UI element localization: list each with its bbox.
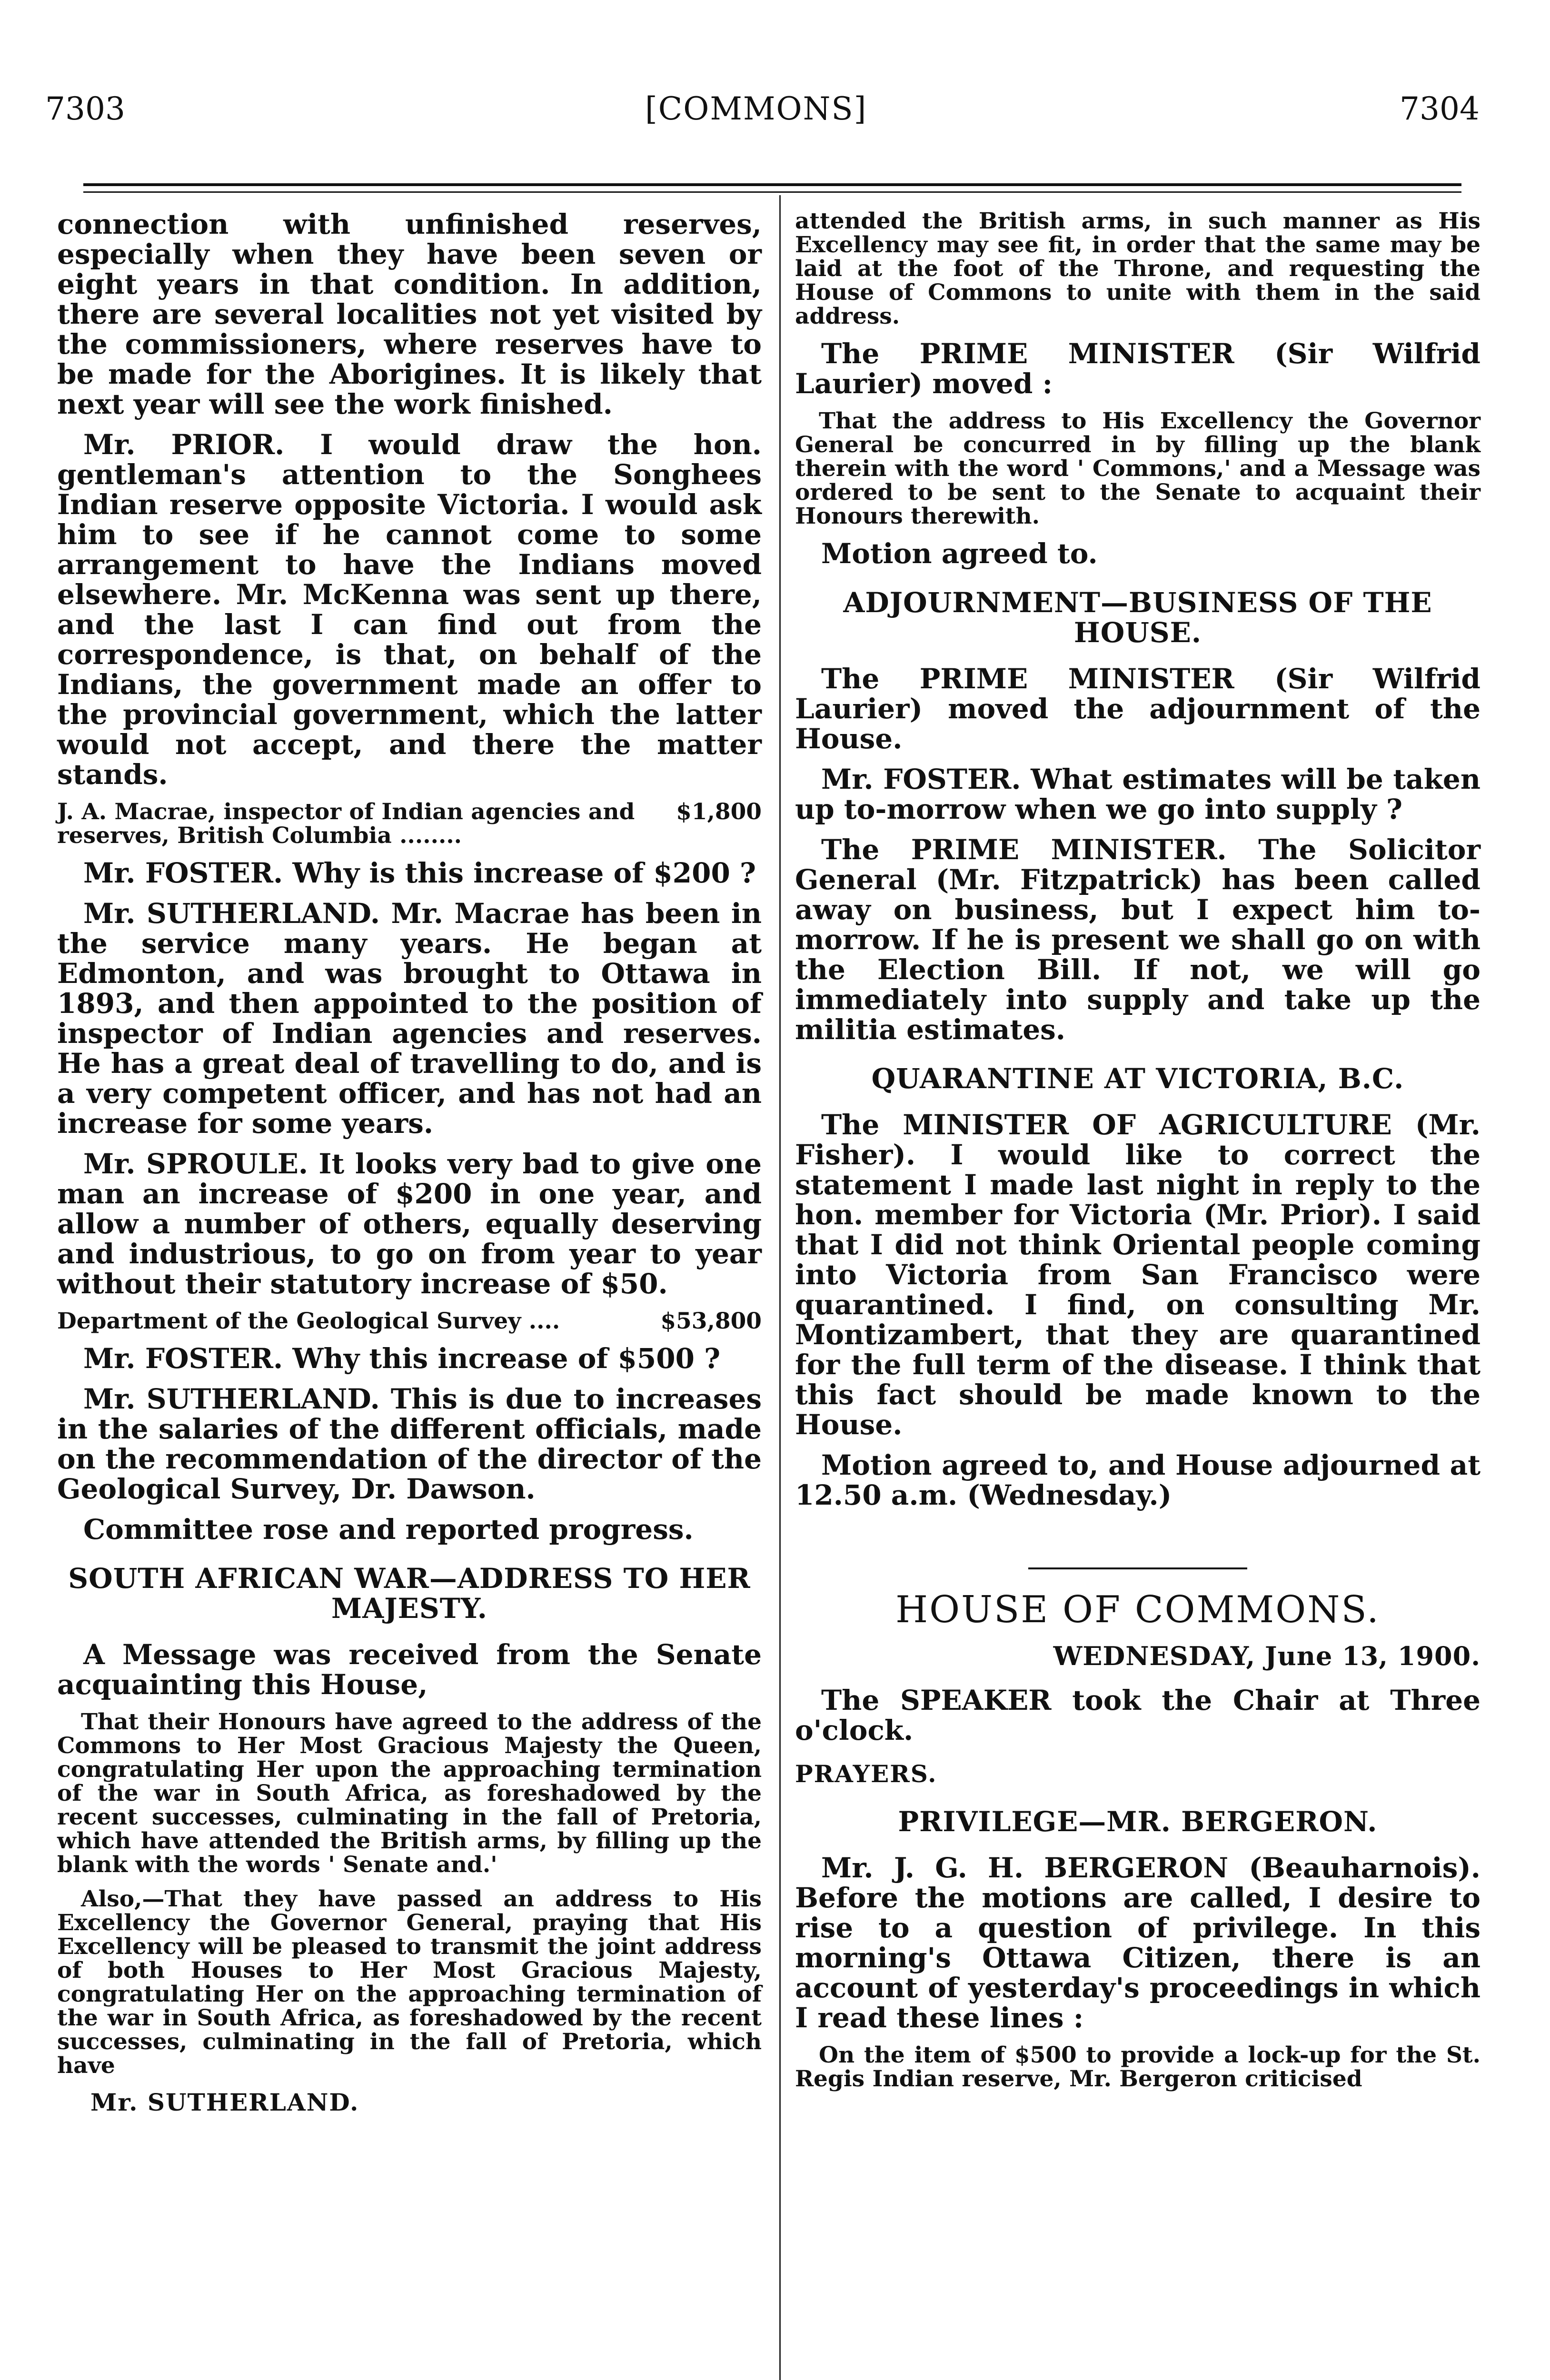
estimate-item	[57, 800, 762, 848]
header-rule-thin	[83, 191, 1461, 193]
paragraph: Committee rose and reported progress.	[83, 1513, 694, 1546]
paragraph: The MINISTER OF AGRICULTURE (Mr. Fisher). I would like to correct the statement I made last night in reply to the hon. member for Victoria (Mr. Prior). I said that I did not think Oriental people coming into Victoria from San Francisco were quarantined. I find, on consulting Mr. Montizambert, that they are quarantined for the full term of the disease. I think that this fact should be made known to the House.	[795, 1109, 1480, 1441]
paragraph: Motion agreed to, and House adjourned at 12.50 a.m. (Wednesday.)	[795, 1449, 1480, 1511]
right-column	[795, 209, 1480, 2102]
quoted-excerpt: On the item of $500 to provide a lock-up for the St. Regis Indian reserve, Mr. Bergeron criticised	[795, 2042, 1480, 2092]
estimate-amount: $1,800	[676, 799, 762, 825]
paragraph: The PRIME MINISTER. The Solicitor General (Mr. Fitzpatrick) has been called away on business, but I expect him to-morrow. If he is present we shall go on with the Election Bill. If not, we will go immediately into supply and take up the militia estimates.	[795, 833, 1480, 1046]
header-rule-thick	[83, 183, 1461, 186]
estimate-text: Department of the Geological Survey ....	[57, 1308, 560, 1334]
paragraph: A Message was received from the Senate acquainting this House,	[57, 1638, 762, 1701]
paragraph: Mr. J. G. H. BERGERON (Beauharnois). Before the motions are called, I desire to rise to a question of privilege. In this morning's Ottawa Citizen, there is an account of yesterday's proceedings in which I read these lines :	[795, 1852, 1480, 2034]
paragraph: Mr. SPROULE. It looks very bad to give one man an increase of $200 in one year, and allow a number of others, equally deserving and industrious, to go on from year to year without their statutory increase of $50.	[57, 1148, 762, 1300]
paragraph: The PRIME MINISTER (Sir Wilfrid Laurier) moved the adjournment of the House.	[795, 663, 1480, 755]
left-column	[57, 209, 762, 2116]
paragraph: connection with unfinished reserves, especially when they have been seven or eight years in that condition. In addition, there are several localities not yet visited by the commissioners, where reserves have to be made for the Aborigines. It is likely that next year will see the work finished.	[57, 208, 762, 420]
paragraph: Mr. PRIOR. I would draw the hon. gentleman's attention to the Songhees Indian reserve opposite Victoria. I would ask him to see if he cannot come to some arrangement to have the Indians moved elsewhere. Mr. McKenna was sent up there, and the last I can find out from the correspondence, is that, on behalf of the Indians, the government made an offer to the provincial government, which the latter would not accept, and there the matter stands.	[57, 428, 762, 791]
paragraph: Mr. FOSTER. What estimates will be taken up to-morrow when we go into supply ?	[795, 763, 1480, 825]
prayers-label: PRAYERS.	[795, 1760, 937, 1788]
paragraph: Mr. SUTHERLAND. This is due to increases in the salaries of the different officials, made on the recommendation of the director of the Geological Survey, Dr. Dawson.	[57, 1383, 762, 1505]
paragraph: The SPEAKER took the Chair at Three o'clock.	[795, 1684, 1480, 1746]
quoted-message: Also,—That they have passed an address to His Excellency the Governor General, praying that His Excellency will be pleased to transmit the joint address of both Houses to Her Most Gracious Majesty, congratulating Her on the approaching termination of the war in South Africa, as foreshadowed by the recent successes, culminating in the fall of Pretoria, which have	[57, 1886, 762, 2079]
section-heading: QUARANTINE AT VICTORIA, B.C.	[871, 1062, 1404, 1095]
paragraph: The PRIME MINISTER (Sir Wilfrid Laurier) moved :	[795, 337, 1480, 400]
quoted-message: That their Honours have agreed to the address of the Commons to Her Most Gracious Majesty the Queen, congratulating Her upon the approaching termination of the war in South Africa, as foreshadowed by the recent successes, culminating in the fall of Pretoria, which have attended the British arms, by filling up the blank with the words ' Senate and.'	[57, 1709, 762, 1878]
left-page-number: 7303	[45, 90, 125, 127]
estimate-item	[57, 1309, 762, 1333]
page-header	[0, 0, 1550, 162]
section-heading: SOUTH AFRICAN WAR—ADDRESS TO HER MAJESTY.	[68, 1562, 751, 1625]
quoted-message: That the address to His Excellency the Governor General be concurred in by filling up the blank therein with the word ' Commons,' and a Message was ordered to be sent to the Senate to acquaint their Honours therewith.	[795, 408, 1480, 529]
section-separator	[1028, 1567, 1247, 1569]
quoted-message: attended the British arms, in such manner as His Excellency may see fit, in order that the same may be laid at the foot of the Throne, and requesting the House of Commons to unite with them in the said address.	[795, 208, 1480, 329]
estimate-text: J. A. Macrae, inspector of Indian agencies and reserves, British Columbia ........	[57, 799, 635, 849]
section-heading: ADJOURNMENT—BUSINESS OF THE HOUSE.	[843, 586, 1432, 649]
estimate-amount: $53,800	[660, 1308, 762, 1334]
paragraph: Mr. SUTHERLAND. Mr. Macrae has been in the service many years. He began at Edmonton, and was brought to Ottawa in 1893, and then appointed to the position of inspector of Indian agencies and reserves. He has a great deal of travelling to do, and is a very competent officer, and has not had an increase for some years.	[57, 897, 762, 1140]
signature-line: Mr. SUTHERLAND.	[90, 2088, 359, 2116]
column-divider	[779, 195, 781, 2380]
paragraph: Mr. FOSTER. Why is this increase of $200 ?	[83, 857, 756, 889]
right-page-number: 7304	[1400, 90, 1480, 127]
paragraph: Mr. FOSTER. Why this increase of $500 ?	[83, 1342, 721, 1375]
house-of-commons-heading: HOUSE OF COMMONS.	[895, 1588, 1380, 1631]
section-heading: PRIVILEGE—MR. BERGERON.	[898, 1805, 1378, 1838]
session-date: WEDNESDAY, June 13, 1900.	[1053, 1641, 1480, 1671]
paragraph: Motion agreed to.	[821, 537, 1098, 570]
running-title: [COMMONS]	[645, 90, 867, 127]
